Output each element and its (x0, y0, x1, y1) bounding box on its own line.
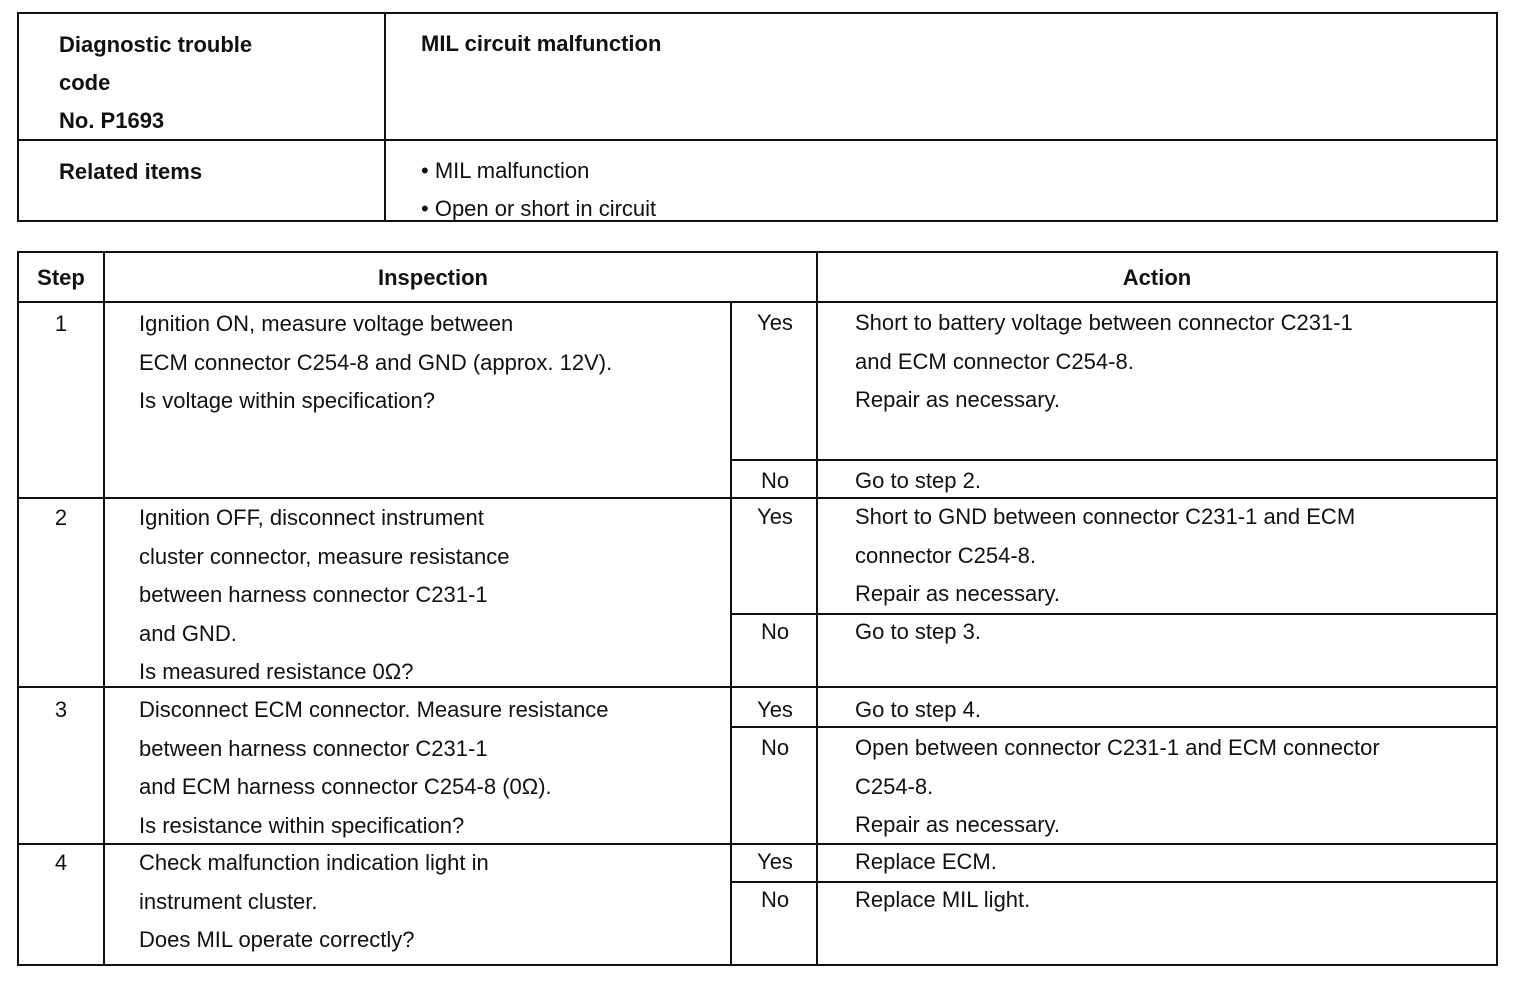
dtc-code-label-line: No. P1693 (59, 108, 165, 133)
inspection-line: Check malfunction indication light in (139, 850, 489, 875)
answer-no: No (760, 887, 790, 912)
inspection-line: Disconnect ECM connector. Measure resistance (139, 697, 609, 722)
inspection-line: between harness connector C231-1 (139, 735, 488, 761)
inspection-line: instrument cluster. (139, 888, 318, 914)
step-inspection (139, 305, 612, 421)
action-line: Repair as necessary. (855, 812, 1061, 837)
dtc-code-description: MIL circuit malfunction (421, 31, 662, 56)
inspection-line: ECM connector C254-8 and GND (approx. 12V). (139, 349, 613, 375)
action-line: Open between connector C231-1 and ECM connector (855, 735, 1380, 760)
action-text (855, 843, 997, 882)
action-text (855, 729, 1380, 845)
answer-divider (730, 726, 1496, 728)
related-items-label-text: Related items (59, 159, 203, 184)
answer-no: No (760, 735, 790, 760)
dtc-code-label (19, 14, 386, 139)
inspection-line: Ignition OFF, disconnect instrument (139, 505, 484, 530)
step-inspection (139, 499, 510, 692)
dtc-code-label-line: code (59, 70, 111, 95)
dtc-code-label-line: Diagnostic trouble (59, 32, 253, 57)
inspection-line: Ignition ON, measure voltage between (139, 311, 514, 336)
column-header-step: Step (37, 265, 85, 290)
action-line: Short to battery voltage between connector C231-1 (855, 310, 1353, 335)
answer-yes: Yes (757, 504, 793, 529)
related-item: • MIL malfunction (421, 152, 1496, 190)
related-items-label (19, 141, 386, 220)
step-number: 4 (54, 850, 68, 875)
dtc-code-value (388, 14, 1496, 139)
action-line: Go to step 2. (855, 468, 981, 493)
dtc-code-row (19, 14, 1496, 141)
action-line: Replace ECM. (855, 849, 997, 874)
inspection-line: and GND. (139, 620, 237, 646)
action-text (855, 691, 981, 730)
inspection-line: cluster connector, measure resistance (139, 543, 510, 569)
inspection-line: Is measured resistance 0Ω? (139, 659, 414, 684)
action-text (855, 304, 1353, 420)
step-number: 3 (54, 697, 68, 722)
answer-yes: Yes (757, 849, 793, 874)
inspection-procedure-table (17, 251, 1498, 966)
action-line: and ECM connector C254-8. (855, 348, 1134, 374)
action-line: Repair as necessary. (855, 581, 1061, 606)
step-inspection (139, 844, 489, 960)
answer-no: No (760, 468, 790, 493)
action-line: connector C254-8. (855, 542, 1036, 568)
related-items-row (19, 141, 1496, 220)
action-line: Go to step 4. (855, 697, 981, 722)
action-line: Replace MIL light. (855, 887, 1031, 912)
header-divider (19, 301, 1496, 303)
inspection-line: Is resistance within specification? (139, 812, 465, 838)
action-text (855, 462, 981, 501)
action-line: C254-8. (855, 773, 934, 799)
step-number: 2 (54, 505, 68, 530)
answer-divider (730, 459, 1496, 461)
related-items-list (388, 141, 1496, 220)
dtc-info-table (17, 12, 1498, 222)
column-header-action: Action (1122, 265, 1192, 290)
inspection-line: Is voltage within specification? (139, 388, 435, 413)
inspection-line: between harness connector C231-1 (139, 582, 488, 607)
column-header-inspection: Inspection (377, 265, 488, 290)
action-line: Short to GND between connector C231-1 and ECM (855, 504, 1356, 529)
inspection-line: and ECM harness connector C254-8 (0Ω). (139, 774, 552, 799)
answer-no: No (760, 619, 790, 644)
answer-divider (730, 881, 1496, 883)
action-text (855, 498, 1355, 614)
step-column-divider (103, 253, 105, 964)
related-item: • Open or short in circuit (421, 190, 1496, 228)
inspection-line: Does MIL operate correctly? (139, 927, 415, 952)
answer-yes: Yes (757, 697, 793, 722)
action-text (855, 881, 1030, 920)
action-line: Go to step 3. (855, 619, 981, 644)
action-text (855, 613, 981, 652)
step-number: 1 (54, 311, 68, 336)
answer-yes: Yes (757, 310, 793, 335)
step-inspection (139, 691, 609, 845)
action-line: Repair as necessary. (855, 387, 1061, 412)
